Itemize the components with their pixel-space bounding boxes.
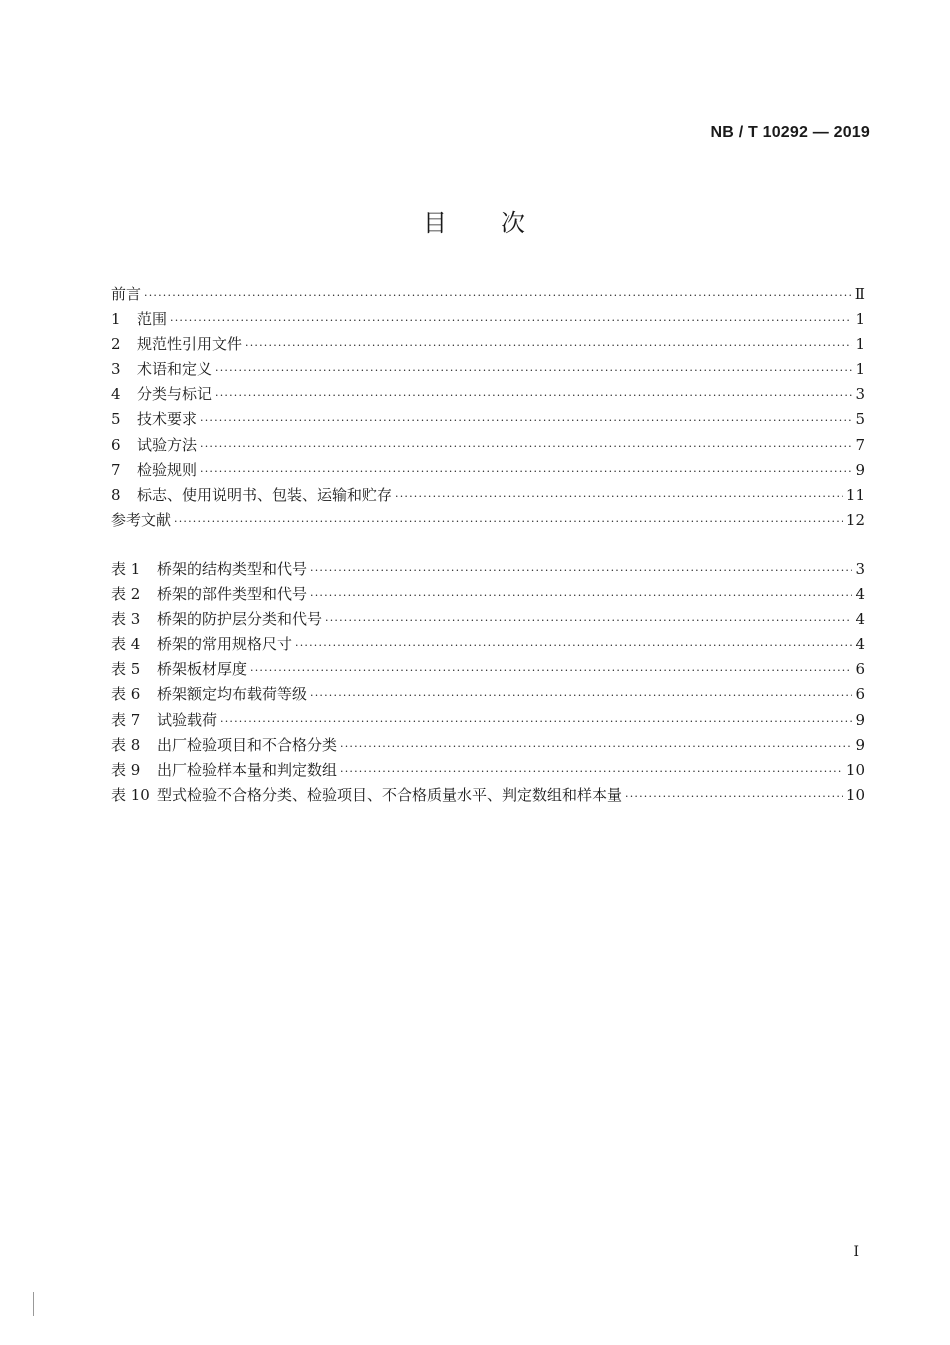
toc-entry-page: 11 — [845, 485, 865, 504]
scan-edge-mark — [33, 1292, 34, 1316]
toc-entry-number: 表 10 — [111, 785, 150, 804]
toc-entry-label: 术语和定义 — [137, 360, 213, 379]
toc-entry[interactable] — [111, 758, 865, 783]
toc-entry[interactable] — [111, 607, 865, 632]
toc-entry[interactable] — [111, 357, 865, 382]
toc-leader-dots — [250, 658, 852, 683]
toc-entry[interactable] — [111, 708, 865, 733]
toc-entry[interactable] — [111, 458, 865, 483]
toc-leader-dots — [220, 709, 852, 734]
toc-entry-label: 出厂检验样本量和判定数组 — [157, 760, 338, 779]
toc-entry-page: 6 — [855, 685, 865, 704]
toc-leader-dots — [310, 558, 852, 583]
toc-entry-page: 10 — [845, 760, 865, 779]
toc-entry-page: 3 — [855, 385, 865, 404]
toc-entry-page: 9 — [855, 710, 865, 729]
toc-leader-dots — [340, 759, 843, 784]
toc-entry-label: 桥架的结构类型和代号 — [157, 560, 308, 578]
toc-entry[interactable] — [111, 433, 865, 458]
toc-entry-label: 试验载荷 — [157, 710, 218, 729]
toc-entry-number: 3 — [111, 360, 121, 379]
title-char-1: 目 — [423, 209, 449, 237]
toc-leader-dots — [200, 408, 852, 433]
toc-entry-number: 1 — [111, 310, 121, 329]
toc-entry-label: 试验方法 — [137, 435, 198, 454]
toc-leader-dots — [395, 484, 843, 509]
toc-entry-page: 7 — [855, 435, 865, 454]
toc-leader-dots — [215, 358, 852, 383]
toc-entry-number: 表 3 — [111, 610, 141, 629]
toc-entry-label: 标志、使用说明书、包装、运输和贮存 — [137, 485, 393, 504]
toc-entry[interactable] — [111, 282, 865, 307]
toc-leader-dots — [340, 734, 852, 759]
toc-leader-dots — [170, 308, 852, 333]
toc-entry-label: 型式检验不合格分类、检验项目、不合格质量水平、判定数组和样本量 — [157, 785, 623, 804]
toc-entry-number: 5 — [111, 410, 121, 429]
toc-leader-dots — [325, 608, 852, 633]
toc-leader-dots — [625, 784, 843, 809]
toc-entry-label: 桥架的部件类型和代号 — [157, 585, 308, 604]
toc-entry-label: 桥架的防护层分类和代号 — [157, 610, 323, 629]
toc-entry-page: 4 — [855, 610, 865, 629]
toc-entry-page: 1 — [855, 335, 865, 354]
toc-entry-number: 8 — [111, 485, 121, 504]
toc-entry-label: 出厂检验项目和不合格分类 — [157, 735, 338, 754]
toc-entry-number: 表 2 — [111, 585, 141, 604]
toc-entry[interactable] — [111, 682, 865, 707]
toc-entry-number: 表 7 — [111, 710, 141, 729]
toc-entry-number: 表 8 — [111, 735, 141, 754]
toc-entry[interactable] — [111, 483, 865, 508]
toc-entry-label: 桥架板材厚度 — [157, 660, 248, 679]
toc-entry-page: 3 — [855, 560, 865, 578]
toc-entry[interactable] — [111, 307, 865, 332]
toc-entry[interactable] — [111, 657, 865, 682]
toc-entry[interactable] — [111, 407, 865, 432]
toc-entry[interactable] — [111, 557, 865, 582]
toc-entry-page: 1 — [855, 360, 865, 379]
toc-leader-dots — [200, 434, 852, 459]
toc-entry-number: 表 5 — [111, 660, 141, 679]
toc-entry-page: 4 — [855, 585, 865, 604]
toc-tables-list — [111, 557, 865, 808]
toc-entry-label: 前言 — [111, 285, 142, 303]
toc-entry-label: 规范性引用文件 — [137, 335, 243, 354]
toc-leader-dots — [310, 683, 852, 708]
toc-leader-dots — [174, 509, 843, 534]
toc-leader-dots — [215, 383, 852, 408]
toc-leader-dots — [245, 333, 852, 358]
toc-entry[interactable] — [111, 382, 865, 407]
toc-entry[interactable] — [111, 582, 865, 607]
toc-entry-label: 桥架额定均布载荷等级 — [157, 685, 308, 704]
toc-entry[interactable] — [111, 632, 865, 657]
toc-entry-number: 2 — [111, 335, 121, 354]
standard-code: NB / T 10292 — 2019 — [710, 124, 870, 141]
toc-entry-label: 参考文献 — [111, 510, 172, 529]
toc-entry-page: 4 — [855, 635, 865, 654]
toc-entry-label: 检验规则 — [137, 460, 198, 479]
toc-main-list — [111, 282, 865, 533]
toc-entry-page: 5 — [855, 410, 865, 429]
title-char-2: 次 — [501, 209, 527, 237]
toc-leader-dots — [200, 459, 852, 484]
toc-entry-number: 表 4 — [111, 635, 141, 654]
toc-entry-label: 分类与标记 — [137, 385, 213, 404]
toc-entry[interactable] — [111, 332, 865, 357]
toc-entry[interactable] — [111, 508, 865, 533]
toc-entry-page: 9 — [855, 460, 865, 479]
toc-entry-page: 9 — [855, 735, 865, 754]
toc-entry[interactable] — [111, 733, 865, 758]
toc-entry[interactable] — [111, 783, 865, 808]
toc-leader-dots — [310, 583, 852, 608]
toc-entry-number: 7 — [111, 460, 121, 479]
toc-entry-page: 10 — [845, 785, 865, 804]
toc-entry-number: 4 — [111, 385, 121, 404]
toc-entry-page: 1 — [855, 310, 865, 329]
toc-entry-label: 范围 — [137, 310, 168, 329]
toc-leader-dots — [144, 283, 852, 308]
page-number: I — [853, 1244, 859, 1260]
toc-entry-page: 6 — [855, 660, 865, 679]
toc-entry-page: Ⅱ — [854, 285, 865, 303]
toc-entry-label: 桥架的常用规格尺寸 — [157, 635, 293, 654]
page-title — [0, 203, 950, 238]
toc-entry-number: 表 6 — [111, 685, 141, 704]
toc-leader-dots — [295, 633, 852, 658]
toc-entry-page: 12 — [845, 510, 865, 529]
toc-entry-number: 表 1 — [111, 560, 141, 578]
toc-entry-number: 表 9 — [111, 760, 141, 779]
toc-entry-number: 6 — [111, 435, 121, 454]
toc-entry-label: 技术要求 — [137, 410, 198, 429]
